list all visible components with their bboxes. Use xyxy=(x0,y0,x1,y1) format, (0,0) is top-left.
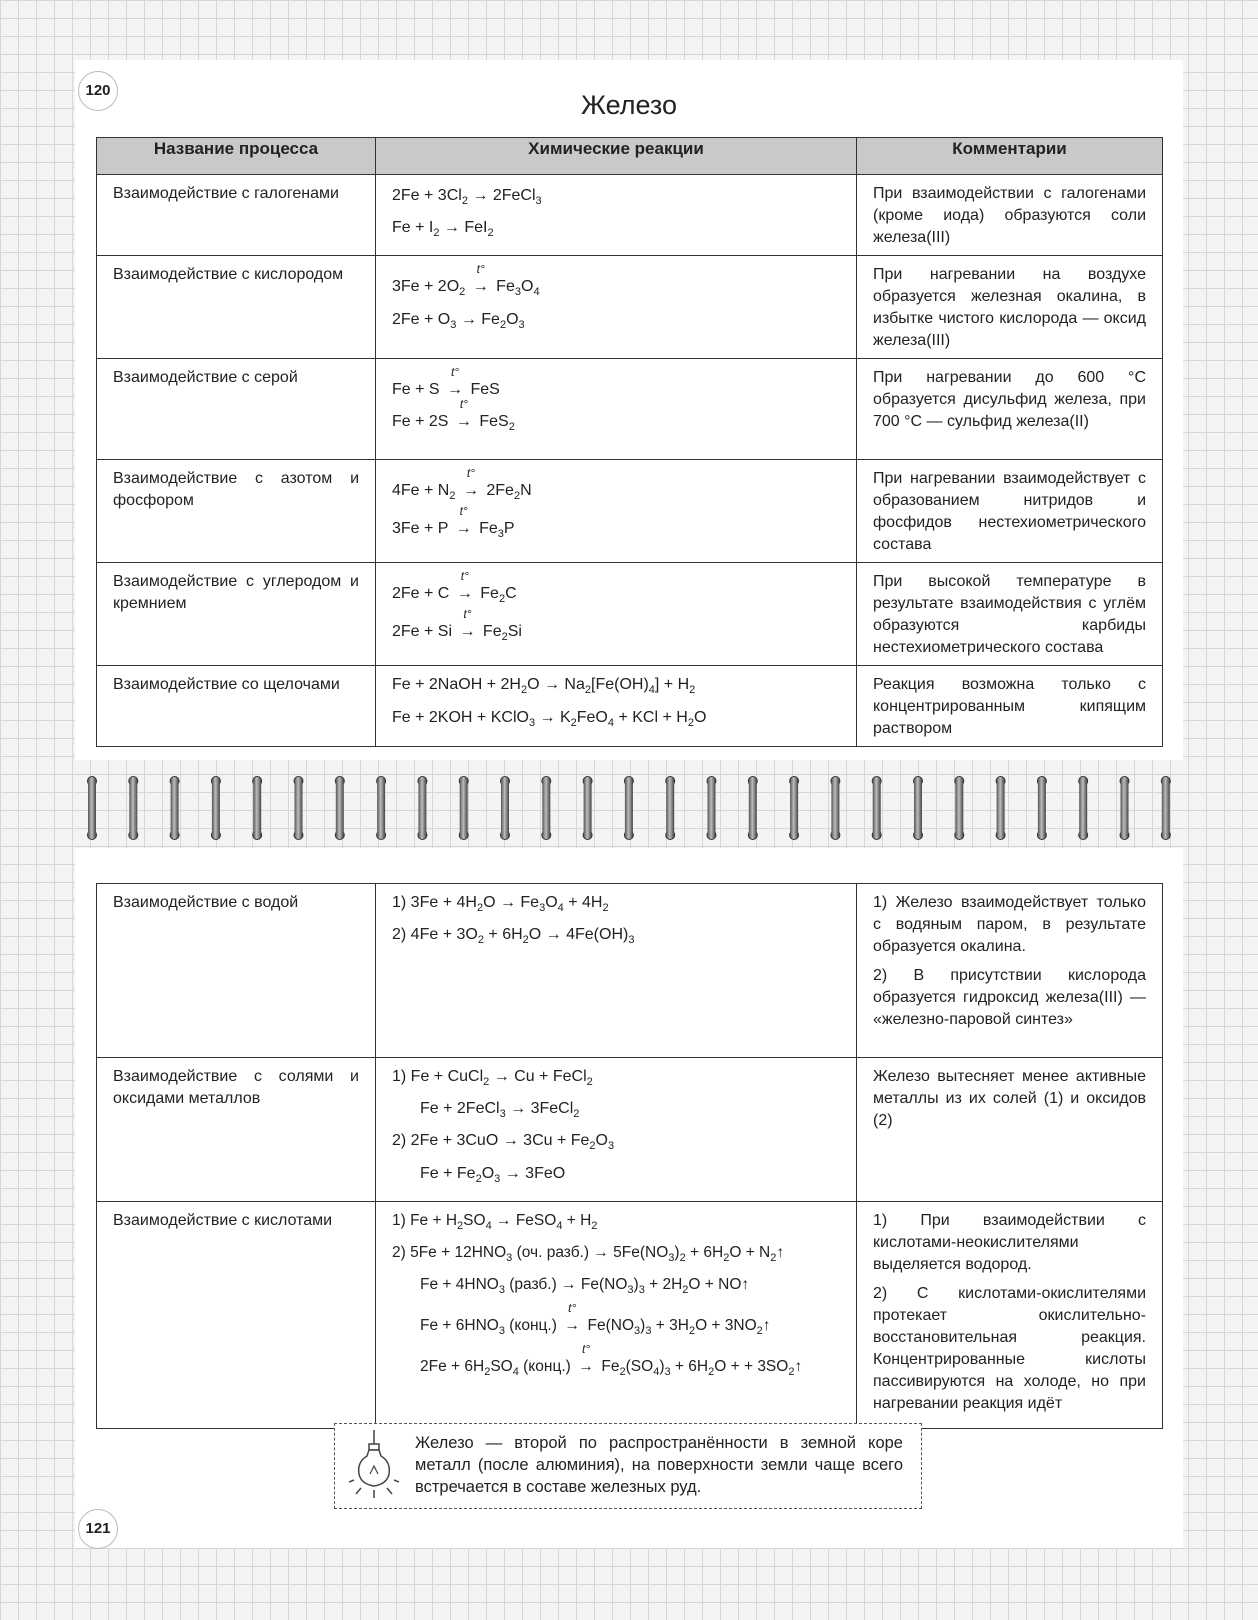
spiral-ring xyxy=(748,776,758,840)
spiral-ring xyxy=(417,776,427,840)
comment-cell xyxy=(857,1201,1163,1428)
spiral-ring xyxy=(500,776,510,840)
equation: $3Fe + 2O_2$ t° → $Fe_3O_4$ xyxy=(392,262,540,299)
reaction-cell xyxy=(376,175,857,256)
reaction-cell xyxy=(376,460,857,563)
process-name: Взаимодействие с углеродом и кремнием xyxy=(97,563,376,666)
table-header-row xyxy=(97,138,1163,175)
spiral-ring xyxy=(789,776,799,840)
equation: $Fe + Fe_2O_3 \to 3FeO$ xyxy=(420,1164,566,1185)
process-name: Взаимодействие с галогенами xyxy=(97,175,376,256)
spiral-ring xyxy=(128,776,138,840)
spiral-ring xyxy=(1037,776,1047,840)
spiral-ring xyxy=(1161,776,1171,840)
table-row xyxy=(97,1201,1163,1428)
table-row xyxy=(97,256,1163,359)
spiral-ring xyxy=(252,776,262,840)
spiral-ring xyxy=(541,776,551,840)
spiral-binding xyxy=(80,773,1178,845)
page-title: Железо xyxy=(581,90,677,120)
comment: Реакция возможна только с концентрированным кипящим раствором xyxy=(857,666,1163,747)
spiral-ring xyxy=(624,776,634,840)
table-row xyxy=(97,460,1163,563)
spiral-ring xyxy=(294,776,304,840)
equation: 2Fe + Si t° → $Fe_2Si$ xyxy=(392,606,522,643)
info-text: Железо — второй по распространённости в земной коре металл (после алюминия), на поверхности земли чаще всего встречается в составе железных руд. xyxy=(415,1434,903,1496)
reaction-cell xyxy=(376,1058,857,1202)
reaction-cell xyxy=(376,563,857,666)
equation: Fe + 2KOH + KClO$_3$ → $K_2FeO_4$ + KCl + $H_2O$ xyxy=(392,708,707,729)
equation: $2Fe + O_3 \to Fe_2O_3$ xyxy=(392,310,525,331)
header-process: Название процесса xyxy=(97,138,376,175)
spiral-ring xyxy=(583,776,593,840)
equation: Fe + S t° → FeS xyxy=(392,365,500,399)
comment: При высокой температуре в результате взаимодействия с углём образуются карбиды нестехиометрического состава xyxy=(857,563,1163,666)
spiral-ring xyxy=(954,776,964,840)
equation: 2Fe + C t° → $Fe_2C$ xyxy=(392,569,517,606)
header-reactions: Химические реакции xyxy=(376,138,857,175)
spiral-ring xyxy=(665,776,675,840)
reaction-cell xyxy=(376,1201,857,1428)
equation: 1) Fe + CuCl$_2$ → Cu + FeCl$_2$ xyxy=(392,1068,593,1089)
comment: Железо вытесняет менее активные металлы из их солей (1) и оксидов (2) xyxy=(857,1058,1163,1202)
comment: При нагревании взаимодействует с образованием нитридов и фосфидов нестехиометрического состава xyxy=(857,460,1163,563)
reactions-table-bottom xyxy=(96,883,1163,1429)
spiral-ring xyxy=(211,776,221,840)
spiral-ring xyxy=(830,776,840,840)
comment: 1) При взаимодействии с кислотами-неокислителями выделяется водород. xyxy=(873,1211,1146,1273)
table-row xyxy=(97,666,1163,747)
table-row xyxy=(97,563,1163,666)
table-row xyxy=(97,175,1163,256)
page-number-bottom: 121 xyxy=(78,1509,118,1549)
comment: При нагревании на воздухе образуется железная окалина, в избытке чистого кислорода — оксид железа(III) xyxy=(857,256,1163,359)
process-name: Взаимодействие с солями и оксидами металлов xyxy=(97,1058,376,1202)
reaction-cell xyxy=(376,666,857,747)
reaction-cell xyxy=(376,359,857,460)
spiral-ring xyxy=(87,776,97,840)
comment: 2) В присутствии кислорода образуется гидроксид железа(III) — «железно-паровой синтез» xyxy=(873,967,1146,1028)
equation: 3Fe + P t° → $Fe_3P$ xyxy=(392,503,515,540)
reaction-cell xyxy=(376,884,857,1058)
process-name: Взаимодействие с кислородом xyxy=(97,256,376,359)
process-name: Взаимодействие с серой xyxy=(97,359,376,460)
equation: $Fe + 4HNO_3$ (разб.) → $Fe(NO_3)_3 + 2H_2O$ + NO↑ xyxy=(420,1275,750,1297)
spiral-ring xyxy=(1120,776,1130,840)
equation: 2) $5Fe + 12HNO_3$ (оч. разб.) → $5Fe(NO_3)_2 + 6H_2O$ + $N_2↑$ xyxy=(392,1243,785,1264)
lightbulb-icon xyxy=(349,1430,399,1502)
equation: $Fe + 6HNO_3$ (конц.) t° → $Fe(NO_3)_3 + 3H_2O$ + $3NO_2↑$ xyxy=(420,1301,771,1338)
comment: При нагревании до 600 °C образуется дисульфид железа, при 700 °C — сульфид железа(II) xyxy=(857,359,1163,460)
spiral-ring xyxy=(335,776,345,840)
reactions-table-top xyxy=(96,137,1163,747)
equation: 1) $3Fe + 4H_2O \to Fe_3O_4 + 4H_2$ xyxy=(392,894,609,915)
equation: 1) $Fe + H_2SO_4$ → FeSO$_4$ + $H_2$ xyxy=(392,1211,598,1232)
table-row xyxy=(97,1058,1163,1202)
process-name: Взаимодействие со щелочами xyxy=(97,666,376,747)
equation: $Fe + I_2 \to FeI_2$ xyxy=(392,219,494,240)
spiral-ring xyxy=(170,776,180,840)
equation: $2Fe + 6H_2SO_4$ (конц.) t° → $Fe_2(SO_4)_3 + 6H_2O$ + + $3SO_2↑$ xyxy=(420,1342,803,1379)
spiral-ring xyxy=(459,776,469,840)
equation: $4Fe + N_2$ t° → $2Fe_2N$ xyxy=(392,466,532,503)
equation: 2) $4Fe + 3O_2 + 6H_2O \to 4Fe(OH)_3$ xyxy=(392,926,635,947)
header-comments: Комментарии xyxy=(857,138,1163,175)
equation: Fe + 2NaOH + $2H_2O \to Na_2[Fe(OH)_4] + H_2$ xyxy=(392,676,696,697)
process-name: Взаимодействие с кислотами xyxy=(97,1201,376,1428)
spiral-ring xyxy=(707,776,717,840)
spiral-ring xyxy=(913,776,923,840)
process-name: Взаимодействие с азотом и фосфором xyxy=(97,460,376,563)
spiral-ring xyxy=(872,776,882,840)
comment: 2) С кислотами-окислителями протекает окислительно-восстановительная реакция. Концентрированные кислоты пассивируются на холоде, но при нагревании реакция идёт xyxy=(873,1284,1146,1412)
table-row xyxy=(97,884,1163,1058)
reaction-cell xyxy=(376,256,857,359)
equation: Fe + 2S t° → FeS$_2$ xyxy=(392,397,515,434)
equation: 2) $2Fe + 3CuO \to 3Cu + Fe_2O_3$ xyxy=(392,1132,615,1153)
spiral-ring xyxy=(996,776,1006,840)
process-name: Взаимодействие с водой xyxy=(97,884,376,1058)
comment-cell xyxy=(857,884,1163,1058)
spiral-ring xyxy=(1078,776,1088,840)
equation: $2Fe + 3Cl_2$ → 2FeCl$_3$ xyxy=(392,187,542,208)
comment: 1) Железо взаимодействует только с водяным паром, в результате образуется окалина. xyxy=(873,894,1146,955)
page-number-top: 120 xyxy=(78,71,118,111)
info-box xyxy=(334,1423,922,1509)
comment: При взаимодействии с галогенами (кроме иода) образуются соли железа(III) xyxy=(857,175,1163,256)
spiral-ring xyxy=(376,776,386,840)
table-row xyxy=(97,359,1163,460)
equation: Fe + 2FeCl$_3$ → 3FeCl$_2$ xyxy=(420,1100,580,1121)
